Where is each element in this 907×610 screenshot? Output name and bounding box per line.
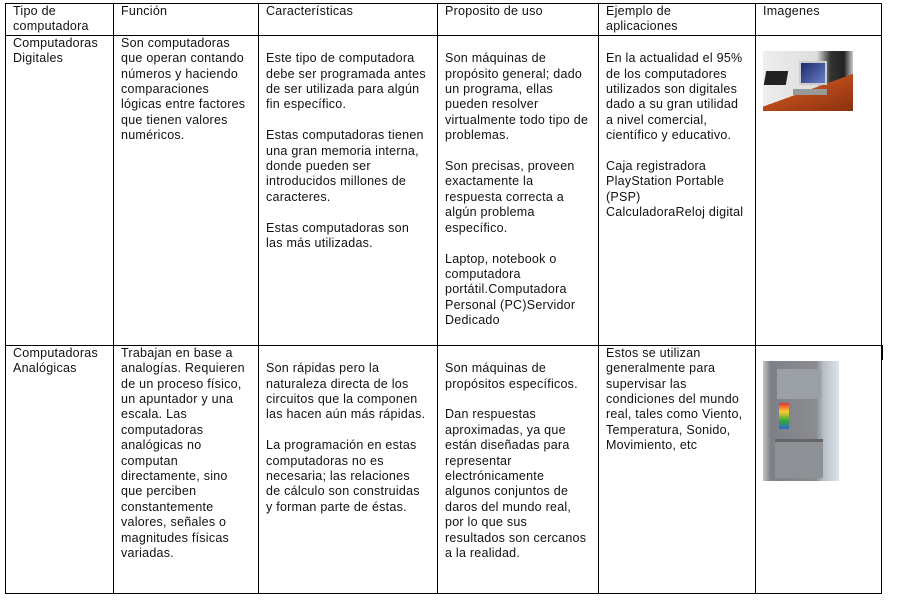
panel-shape [777, 369, 821, 399]
table-row [6, 35, 882, 345]
text-cursor [882, 345, 883, 360]
monitor-shape [799, 61, 827, 85]
analog-computer-image [763, 361, 839, 481]
digital-computer-image [763, 51, 853, 111]
cell-imagen [756, 35, 882, 345]
cell-caracteristicas: Este tipo de computadora debe ser programada antes de ser utilizada para algún fin específico. Estas computadoras tienen una gran memoria interna, donde pueden ser introducidos millones de caracteres. Estas computadoras son las más utilizadas. [259, 35, 438, 345]
console-shape [775, 439, 823, 478]
cell-ejemplo: En la actualidad el 95% de los computadores utilizados son digitales dado a su gran utilidad a nivel comercial, científico y educativo. Caja registradora PlayStation Portable (PSP) CalculadoraReloj digital [599, 35, 756, 345]
cell-tipo: Computadoras Digitales [6, 35, 114, 345]
cell-tipo: Computadoras Analógicas [6, 345, 114, 593]
header-row [6, 4, 882, 36]
computer-types-table [5, 3, 882, 594]
cell-funcion: Son computadoras que operan contando números y haciendo comparaciones lógicas entre factores que tienen valores numéricos. [114, 35, 259, 345]
cell-caracteristicas: Son rápidas pero la naturaleza directa de los circuitos que la componen las hacen aún más rápidas. La programación en estas computadoras no es necesaria; las relaciones de cálculo son construidas y forman parte de éstas. [259, 345, 438, 593]
header-ejemplo: Ejemplo de aplicaciones [599, 4, 756, 36]
cell-proposito: Son máquinas de propósitos específicos. Dan respuestas aproximadas, ya que están diseñadas para representar electrónicamente algunos conjuntos de daros del mundo real, por lo que sus resultados son cercanos a la realidad. [438, 345, 599, 593]
cell-funcion: Trabajan en base a analogías. Requieren de un proceso físico, un apuntador y una escala. Las computadoras analógicas no computan directamente, sino que perciben constantemente valores, señales o magnitudes físicas variadas. [114, 345, 259, 593]
header-imagenes: Imagenes [756, 4, 882, 36]
laptop-shape [764, 71, 788, 85]
keyboard-shape [793, 89, 827, 95]
header-caracteristicas: Características [259, 4, 438, 36]
header-proposito: Proposito de uso [438, 4, 599, 36]
cell-imagen [756, 345, 882, 593]
header-funcion: Función [114, 4, 259, 36]
header-tipo: Tipo de computadora [6, 4, 114, 36]
cell-ejemplo: Estos se utilizan generalmente para supervisar las condiciones del mundo real, tales como Viento, Temperatura, Sonido, Movimiento, etc [599, 345, 756, 593]
table-row [6, 345, 882, 593]
indicator-shape [779, 403, 789, 429]
cell-proposito: Son máquinas de propósito general; dado un programa, ellas pueden resolver virtualmente todo tipo de problemas. Son precisas, proveen exactamente la respuesta correcta a algún problema específico. Laptop, notebook o computadora portátil.Computadora Personal (PC)Servidor Dedicado [438, 35, 599, 345]
